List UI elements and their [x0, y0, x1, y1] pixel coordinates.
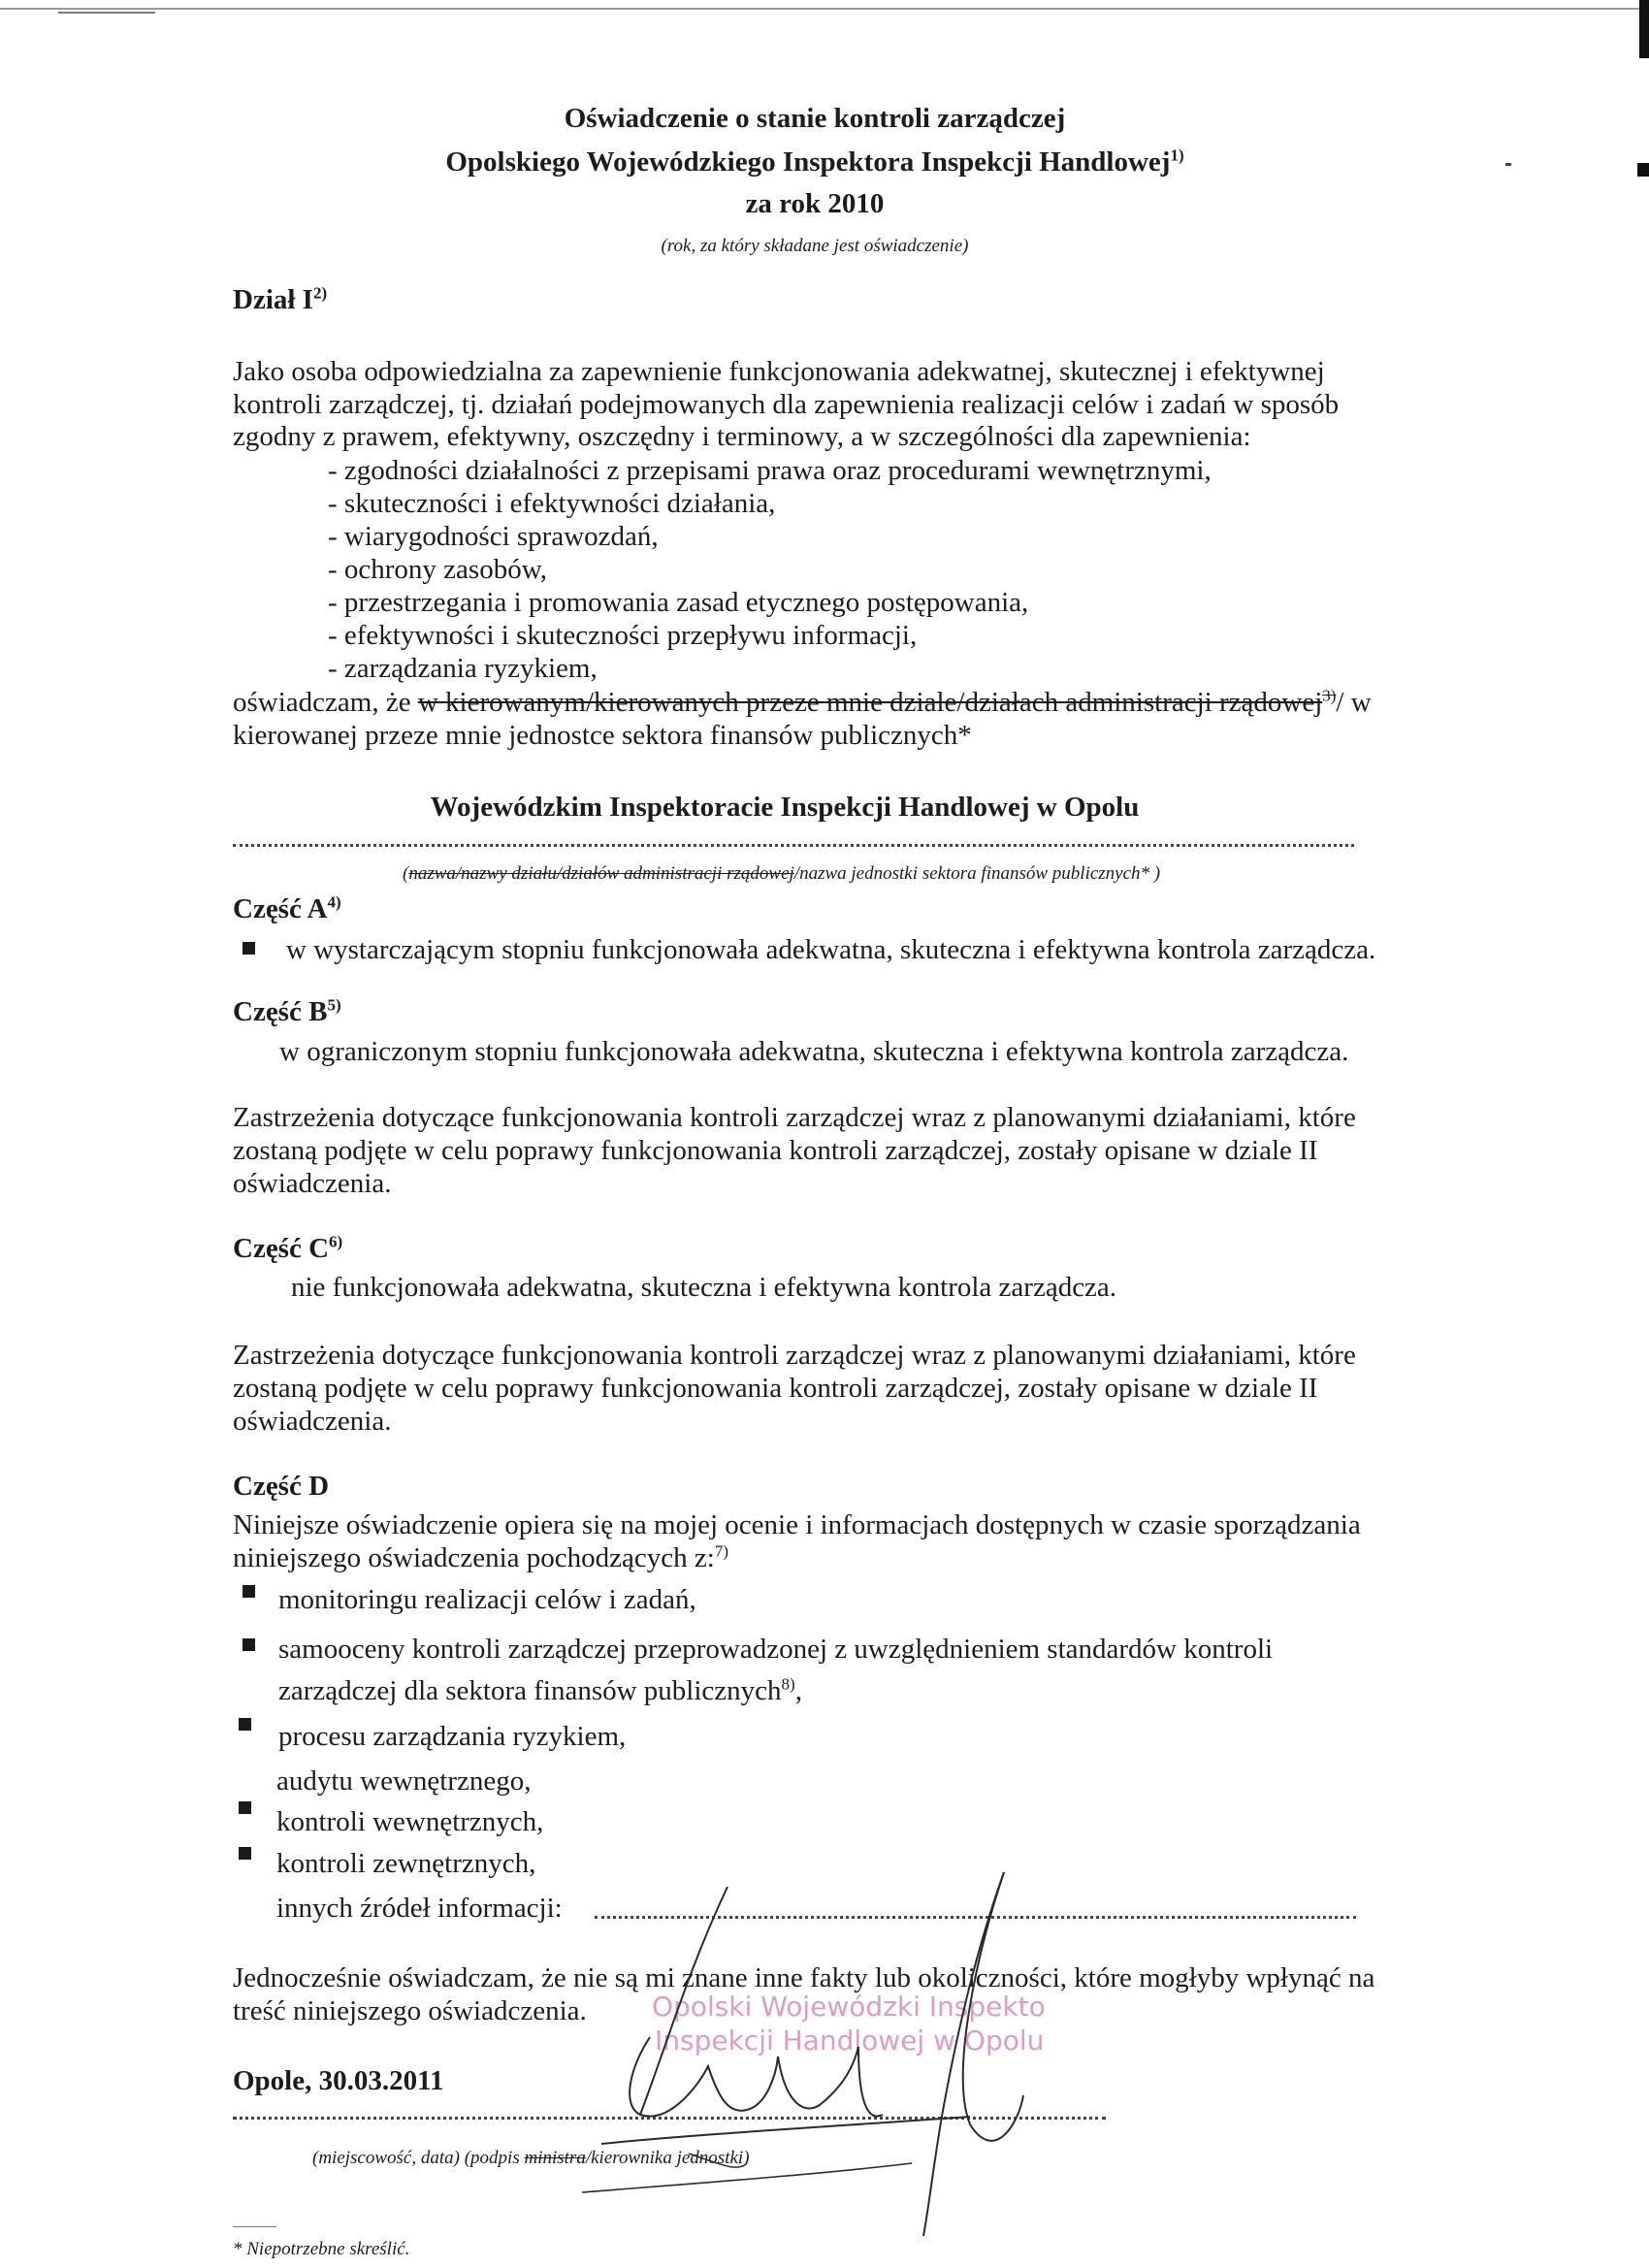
source-item: audytu wewnętrznego, — [276, 1766, 532, 1797]
title-line-1: Oświadczenie o stanie kontroli zarządczej — [564, 103, 1066, 134]
source-item: monitoringu realizacji celów i zadań, — [278, 1584, 696, 1615]
stamp-line: Opolski Wojewódzki Inspekto — [652, 1991, 1046, 2023]
unit-name: Wojewódzkim Inspektoracie Inspekcji Handlowej w Opolu — [430, 792, 1140, 823]
selected-square-icon — [242, 1638, 255, 1651]
title-line-2: Opolskiego Wojewódzkiego Inspektora Inspekcji Handlowej$^{1)}$ — [445, 146, 1184, 178]
selected-square-icon — [242, 1585, 255, 1598]
unit-note: (nazwa/nazwy działu/działów administracji rządowej/nazwa jednostki sektora finansów publicznych* ) — [403, 863, 1161, 884]
scan-speck — [1505, 163, 1511, 166]
section-heading-czesc-c: Część $C^{6)}$ — [233, 1232, 343, 1264]
source-item: procesu zarządzania ryzykiem, — [278, 1721, 627, 1752]
paragraph-line: treść niniejszego oświadczenia. — [233, 1995, 587, 2026]
source-item: zarządczej dla sektora finansów publicznych$^{8)}$, — [278, 1674, 802, 1706]
source-item: kontroli wewnętrznych, — [276, 1806, 544, 1837]
czesc-b-text: w ograniczonym stopniu funkcjonowała adekwatna, skuteczna i efektywna kontrola zarządcza. — [279, 1036, 1349, 1067]
paragraph-line: niniejszego oświadczenia pochodzących z:$^{7)}$ — [233, 1541, 728, 1573]
paragraph-line: zostaną podjęte w celu poprawy funkcjonowania kontroli zarządczej, zostały opisane w dziale II — [233, 1373, 1318, 1404]
footnote-rule — [233, 2226, 276, 2227]
scan-top-line — [0, 8, 1639, 10]
source-item: samooceny kontroli zarządczej przeprowadzonej z uwzględnieniem standardów kontroli — [278, 1634, 1274, 1665]
paragraph-line: Niniejsze oświadczenie opiera się na mojej ocenie i informacjach dostępnych w czasie sporządzania — [233, 1509, 1361, 1540]
list-item: - zgodności działalności z przepisami prawa oraz procedurami wewnętrznymi, — [328, 455, 1212, 486]
selected-square-icon — [239, 1847, 251, 1860]
paragraph-line: Jako osoba odpowiedzialna za zapewnienie funkcjonowania adekwatnej, skutecznej i efektywnej — [233, 356, 1325, 387]
paragraph-line: zgodny z prawem, efektywny, oszczędny i terminowy, a w szczególności dla zapewnienia: — [233, 421, 1251, 452]
scan-top-line-mark — [58, 12, 155, 14]
scan-edge-mark — [1639, 0, 1649, 58]
paragraph-line: Zastrzeżenia dotyczące funkcjonowania kontroli zarządczej wraz z planowanymi działaniami, które — [233, 1340, 1356, 1371]
section-heading-czesc-d: Część D — [233, 1471, 330, 1502]
signature-note: (miejscowość, data) (podpis ministra/kierownika jednostki) — [312, 2148, 750, 2168]
paragraph-line: oświadczenia. — [233, 1168, 392, 1199]
paragraph-line: oświadczenia. — [233, 1406, 392, 1437]
list-item: - ochrony zasobów, — [328, 554, 548, 585]
declaration-line: oświadczam, że w kierowanym/kierowanych przeze mnie dziale/działach administracji rządowej$^{3)}$/ w — [233, 686, 1372, 718]
title-line-3: za rok 2010 — [745, 188, 885, 219]
section-heading-czesc-a: Część $A^{4)}$ — [233, 892, 341, 924]
scan-edge-mark — [1637, 163, 1649, 177]
stamp-line: Inspekcji Handlowej w Opolu — [655, 2025, 1045, 2057]
source-item: innych źródeł informacji: — [276, 1893, 563, 1924]
selected-square-icon — [242, 942, 255, 955]
list-item: - wiarygodności sprawozdań, — [328, 521, 659, 552]
list-item: - przestrzegania i promowania zasad etycznego postępowania, — [328, 587, 1029, 618]
footnote: * Niepotrzebne skreślić. — [233, 2239, 410, 2259]
list-item: - skuteczności i efektywności działania, — [328, 488, 776, 519]
paragraph-line: Zastrzeżenia dotyczące funkcjonowania kontroli zarządczej wraz z planowanymi działaniami, które — [233, 1102, 1356, 1133]
czesc-a-text: w wystarczającym stopniu funkcjonowała adekwatna, skuteczna i efektywna kontrola zarządcza. — [286, 934, 1376, 965]
paragraph-line: zostaną podjęte w celu poprawy funkcjonowania kontroli zarządczej, zostały opisane w dziale II — [233, 1135, 1318, 1166]
dotted-fill-line — [233, 844, 1354, 847]
title-subnote: (rok, za który składane jest oświadczenie) — [661, 236, 969, 256]
section-heading-dzial-1: Dział $I^{2)}$ — [233, 283, 328, 315]
selected-square-icon — [239, 1801, 251, 1814]
section-heading-czesc-b: Część $B^{5)}$ — [233, 995, 341, 1027]
source-item: kontroli zewnętrznych, — [276, 1848, 536, 1879]
czesc-c-text: nie funkcjonowała adekwatna, skuteczna i efektywna kontrola zarządcza. — [291, 1272, 1117, 1303]
declaration-line: kierowanej przeze mnie jednostce sektora finansów publicznych* — [233, 720, 972, 751]
selected-square-icon — [239, 1718, 251, 1731]
handwritten-signature-icon — [563, 1872, 1048, 2241]
paragraph-line: Jednocześnie oświadczam, że nie są mi znane inne fakty lub okoliczności, które mogłyby wpłynąć na — [233, 1962, 1375, 1993]
list-item: - efektywności i skuteczności przepływu informacji, — [328, 620, 918, 651]
place-date: Opole, 30.03.2011 — [233, 2065, 444, 2096]
paragraph-line: kontroli zarządczej, tj. działań podejmowanych dla zapewnienia realizacji celów i zadań w sposób — [233, 389, 1340, 420]
list-item: - zarządzania ryzykiem, — [328, 653, 598, 684]
